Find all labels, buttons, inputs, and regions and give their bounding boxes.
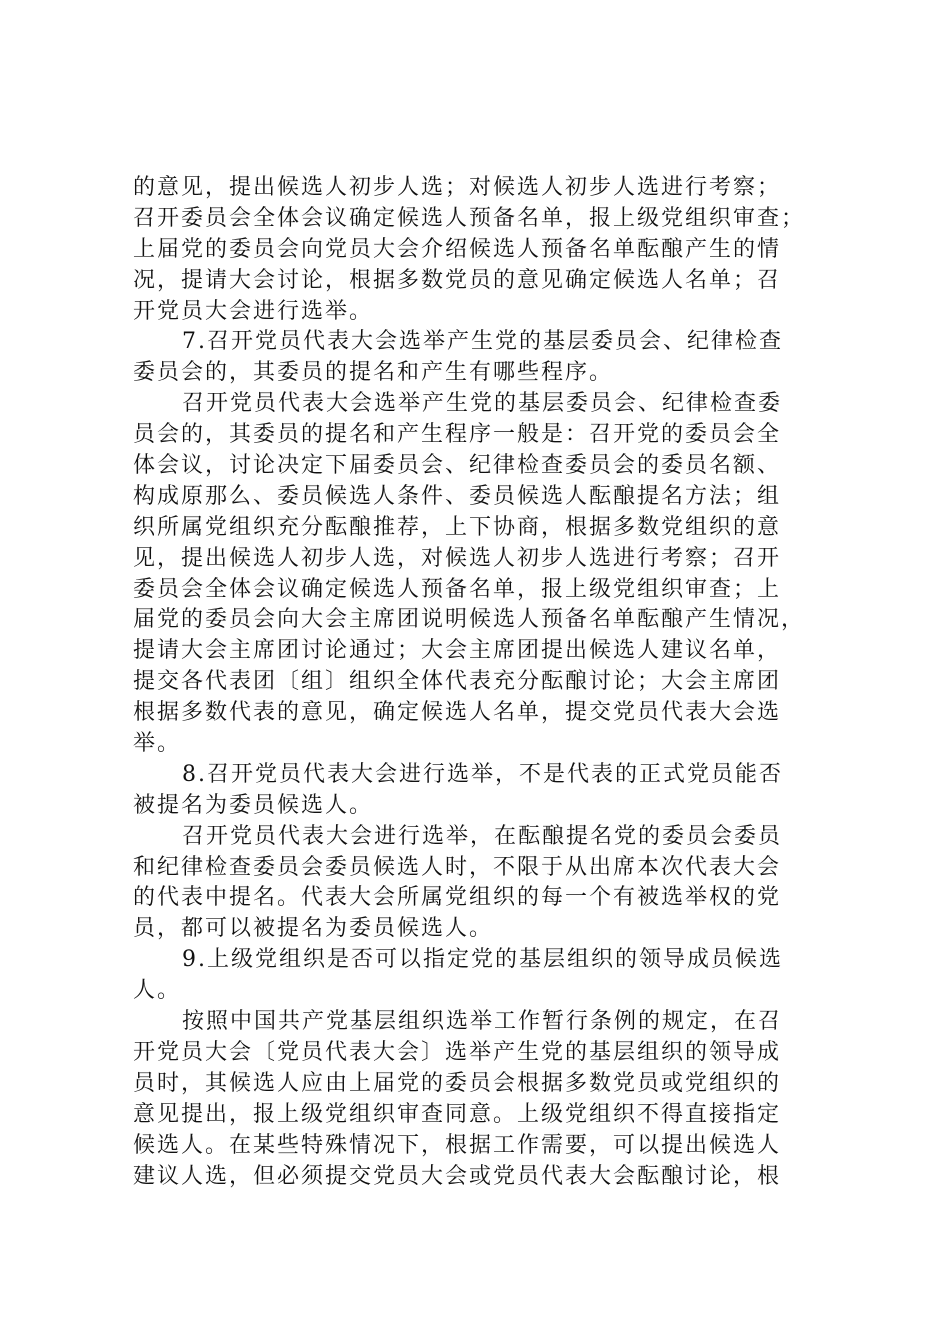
text-line: 被提名为委员候选人。 xyxy=(133,792,374,818)
text-line: 构成原那么、委员候选人条件、委员候选人酝酿提名方法；组 xyxy=(133,483,782,509)
question-7-heading: 7.召开党员代表大会选举产生党的基层委员会、纪律检查 xyxy=(182,329,783,355)
document-body xyxy=(133,173,821,1192)
text-line: 召开委员会全体会议确定候选人预备名单，报上级党组织审查； xyxy=(133,205,806,231)
question-9-heading: 9.上级党组织是否可以指定党的基层组织的领导成员候选 xyxy=(182,947,783,973)
text-line: 见，提出候选人初步人选，对候选人初步人选进行考察；召开 xyxy=(133,545,782,571)
text-line: 根据多数代表的意见，确定候选人名单，提交党员代表大会选 xyxy=(133,700,782,726)
question-8-heading: 8.召开党员代表大会进行选举，不是代表的正式党员能否 xyxy=(182,761,783,787)
text-line: 建议人选，但必须提交党员大会或党员代表大会酝酿讨论，根 xyxy=(133,1163,782,1189)
text-line: 候选人。在某些特殊情况下，根据工作需要，可以提出候选人 xyxy=(133,1132,782,1158)
text-line: 人。 xyxy=(133,978,182,1004)
text-line: 届党的委员会向大会主席团说明候选人预备名单酝酿产生情况， xyxy=(133,607,806,633)
text-line: 提请大会主席团讨论通过；大会主席团提出候选人建议名单， xyxy=(133,638,782,664)
answer-7-paragraph: 召开党员代表大会选举产生党的基层委员会、纪律检查委 xyxy=(182,391,783,417)
text-line: 体会议，讨论决定下届委员会、纪律检查委员会的委员名额、 xyxy=(133,453,782,479)
text-line: 开党员大会〔党员代表大会〕选举产生党的基层组织的领导成 xyxy=(133,1039,782,1065)
text-line: 委员会全体会议确定候选人预备名单，报上级党组织审查；上 xyxy=(133,576,782,602)
text-line: 的意见，提出候选人初步人选；对候选人初步人选进行考察； xyxy=(133,175,782,200)
text-line: 员会的，其委员的提名和产生程序一般是：召开党的委员会全 xyxy=(133,422,782,448)
text-line: 织所属党组织充分酝酿推荐，上下协商，根据多数党组织的意 xyxy=(133,514,782,540)
answer-9-paragraph: 按照中国共产党基层组织选举工作暂行条例的规定，在召 xyxy=(182,1009,783,1035)
text-line: 员，都可以被提名为委员候选人。 xyxy=(133,916,494,942)
text-line: 的代表中提名。代表大会所属党组织的每一个有被选举权的党 xyxy=(133,885,782,911)
text-line: 委员会的，其委员的提名和产生有哪些程序。 xyxy=(133,360,614,386)
text-line: 开党员大会进行选举。 xyxy=(133,298,374,324)
text-line: 提交各代表团〔组〕组织全体代表充分酝酿讨论；大会主席团 xyxy=(133,669,782,695)
text-line: 和纪律检查委员会委员候选人时，不限于从出席本次代表大会 xyxy=(133,854,782,880)
text-line: 上届党的委员会向党员大会介绍候选人预备名单酝酿产生的情 xyxy=(133,236,782,262)
text-line: 员时，其候选人应由上届党的委员会根据多数党员或党组织的 xyxy=(133,1070,782,1096)
text-line: 况，提请大会讨论，根据多数党员的意见确定候选人名单；召 xyxy=(133,267,782,293)
answer-8-paragraph: 召开党员代表大会进行选举，在酝酿提名党的委员会委员 xyxy=(182,823,783,849)
text-line: 举。 xyxy=(133,731,182,757)
text-line: 意见提出，报上级党组织审查同意。上级党组织不得直接指定 xyxy=(133,1101,782,1127)
